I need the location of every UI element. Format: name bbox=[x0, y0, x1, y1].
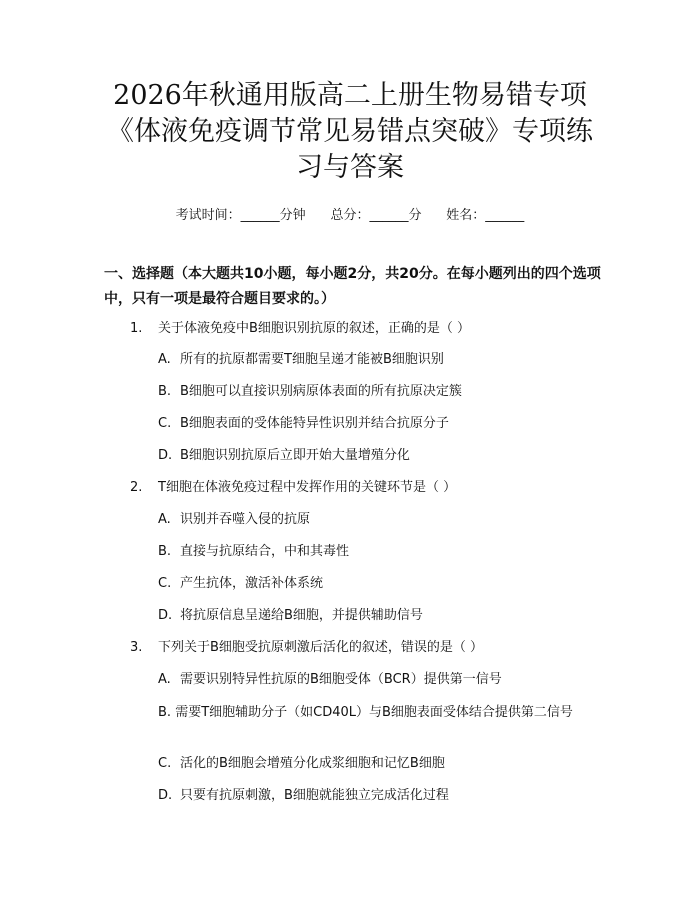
option-text: 活化的B细胞会增殖分化成浆细胞和记忆B细胞 bbox=[180, 756, 445, 771]
option-text: 需要T细胞辅助分子（如CD40L）与B细胞表面受体结合提供第二信号 bbox=[175, 705, 573, 720]
option-letter: B. bbox=[158, 544, 172, 559]
student-name-label: 姓名：______ bbox=[446, 208, 525, 223]
option-letter: A. bbox=[158, 352, 171, 367]
option-letter: C. bbox=[158, 416, 172, 431]
question-stem: T细胞在体液免疫过程中发挥作用的关键环节是（ ） bbox=[158, 480, 457, 495]
option-letter: D. bbox=[158, 448, 173, 463]
option-letter: B. bbox=[158, 384, 172, 399]
option-text: B细胞表面的受体能特异性识别并结合抗原分子 bbox=[180, 416, 449, 431]
question-1 bbox=[130, 320, 600, 338]
option-text: 只要有抗原刺激，B细胞就能独立完成活化过程 bbox=[180, 788, 449, 803]
option-letter: D. bbox=[158, 788, 173, 803]
option-text: 直接与抗原结合，中和其毒性 bbox=[180, 544, 350, 559]
option-letter: C. bbox=[158, 576, 172, 591]
option-letter: A. bbox=[158, 672, 171, 687]
question-number: 1. bbox=[130, 321, 143, 336]
option-letter: C. bbox=[158, 756, 172, 771]
option-letter: A. bbox=[158, 512, 171, 527]
question-number: 2. bbox=[130, 480, 143, 495]
option-text: 将抗原信息呈递给B细胞，并提供辅助信号 bbox=[180, 608, 423, 623]
question-3 bbox=[130, 639, 600, 657]
exam-meta bbox=[0, 207, 700, 225]
option-text: B细胞识别抗原后立即开始大量增殖分化 bbox=[180, 448, 410, 463]
question-stem: 关于体液免疫中B细胞识别抗原的叙述，正确的是（ ） bbox=[158, 321, 471, 336]
option-text: 需要识别特异性抗原的B细胞受体（BCR）提供第一信号 bbox=[180, 672, 502, 687]
option-text: B细胞可以直接识别病原体表面的所有抗原决定簇 bbox=[180, 384, 462, 399]
option-text: 识别并吞噬入侵的抗原 bbox=[180, 512, 311, 527]
question-stem: 下列关于B细胞受抗原刺激后活化的叙述，错误的是（ ） bbox=[158, 640, 484, 655]
option-letter: D. bbox=[158, 608, 173, 623]
question-2 bbox=[130, 479, 600, 497]
section-heading: 一、选择题（本大题共10小题，每小题2分，共20分。在每小题列出的四个选项中，只有一项是最符合题目要求的。） bbox=[104, 266, 601, 307]
option-text: 所有的抗原都需要T细胞呈递才能被B细胞识别 bbox=[180, 352, 444, 367]
total-score-label: 总分：______分 bbox=[330, 208, 422, 223]
document-title: 2026年秋通用版高二上册生物易错专项《体液免疫调节常见易错点突破》专项练习与答案 bbox=[107, 80, 593, 183]
exam-time-label: 考试时间：______分钟 bbox=[175, 208, 306, 223]
question-number: 3. bbox=[130, 640, 143, 655]
option-text: 产生抗体，激活补体系统 bbox=[180, 576, 324, 591]
option-3b bbox=[104, 703, 600, 723]
option-letter: B. bbox=[158, 705, 172, 720]
